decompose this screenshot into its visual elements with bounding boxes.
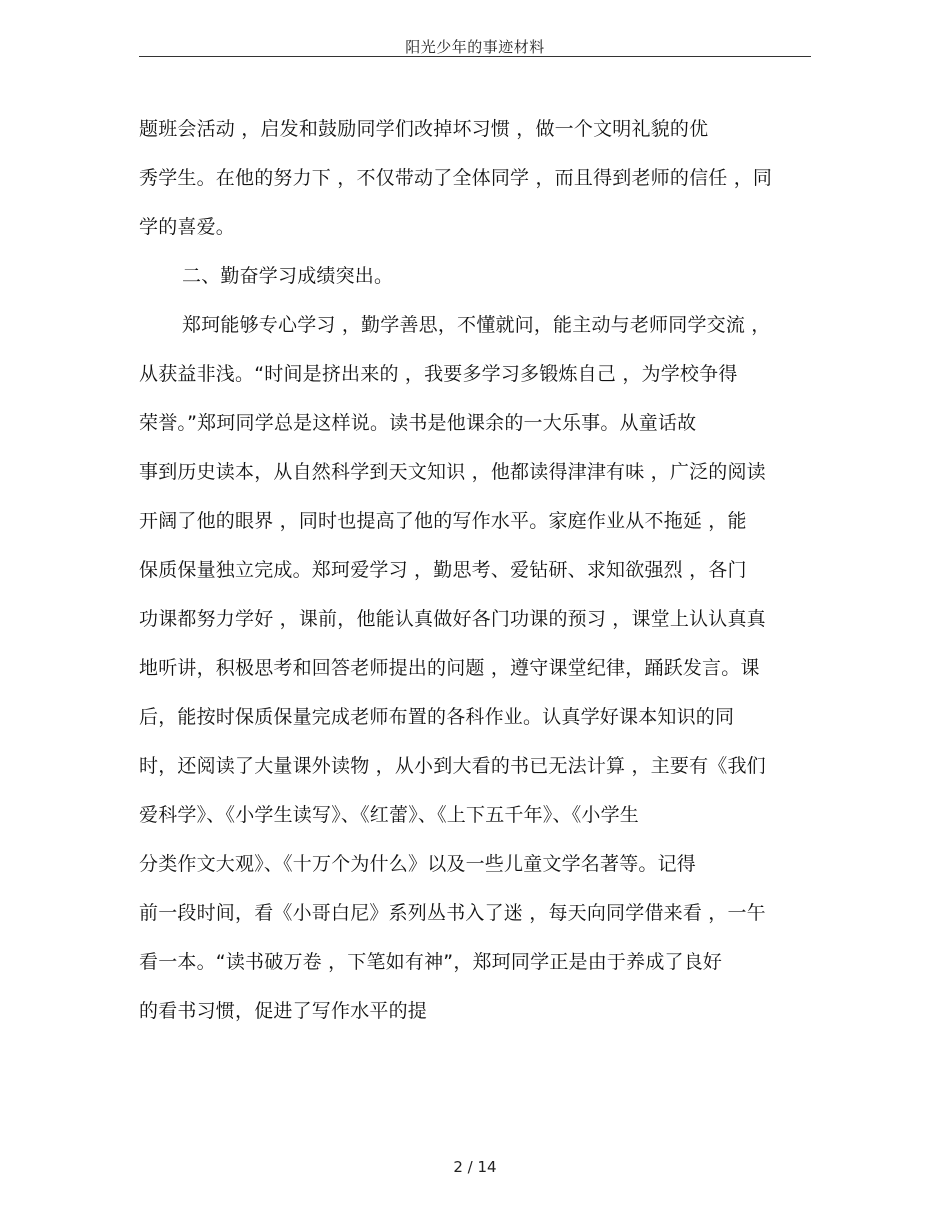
document-body xyxy=(139,112,811,1043)
text-line: 前一段时间，看《小哥白尼》系列丛书入了迷 ，每天向同学借来看 ，一午 xyxy=(139,902,766,924)
text-line: 的看书习惯，促进了写作水平的提 xyxy=(139,1000,428,1022)
page-number: 2 / 14 xyxy=(453,1158,497,1176)
text-line: 事到历史读本，从自然科学到天文知识 ，他都读得津津有味 ，广泛的阅读 xyxy=(139,461,766,483)
text-line: 从获益非浅。“时间是挤出来的 ，我要多学习多锻炼自己 ，为学校争得 xyxy=(139,363,738,385)
text-line: 功课都努力学好 ，课前，他能认真做好各门功课的预习 ，课堂上认认真真 xyxy=(139,608,766,630)
text-line: 保质保量独立完成。郑珂爱学习 ，勤思考、爱钻研、求知欲强烈 ，各门 xyxy=(139,559,747,581)
text-line: 题班会活动 ，启发和鼓励同学们改掉坏习惯 ，做一个文明礼貌的优 xyxy=(139,118,709,140)
text-line: 爱科学》、《小学生读写》、《红蕾》、《上下五千年》、《小学生 xyxy=(139,804,640,826)
text-line: 看一本。“读书破万卷 ，下笔如有神”，郑珂同学正是由于养成了良好 xyxy=(139,951,723,973)
paragraph-start-line: 郑珂能够专心学习 ，勤学善思，不懂就问，能主动与老师同学交流 ， xyxy=(182,314,771,336)
section-heading: 二、勤奋学习成绩突出。 xyxy=(182,265,394,287)
text-line: 时，还阅读了大量课外读物 ，从小到大看的书已无法计算 ，主要有《我们 xyxy=(139,755,766,777)
text-line: 开阔了他的眼界 ，同时也提高了他的写作水平。家庭作业从不拖延 ，能 xyxy=(139,510,747,532)
text-line: 荣誉。”郑珂同学总是这样说。读书是他课余的一大乐事。从童话故 xyxy=(139,412,697,434)
text-line: 秀学生。在他的努力下 ，不仅带动了全体同学 ，而且得到老师的信任 ，同 xyxy=(139,167,773,189)
header-divider xyxy=(139,56,811,57)
text-line: 分类作文大观》、《十万个为什么》以及一些儿童文学名著等。记得 xyxy=(139,853,697,875)
text-line: 后，能按时保质保量完成老师布置的各科作业。认真学好课本知识的同 xyxy=(139,706,735,728)
text-line: 地听讲，积极思考和回答老师提出的问题 ，遵守课堂纪律，踊跃发言。课 xyxy=(139,657,760,679)
page-header-title: 阳光少年的事迹材料 xyxy=(405,38,545,56)
text-line: 学的喜爱。 xyxy=(139,216,236,238)
